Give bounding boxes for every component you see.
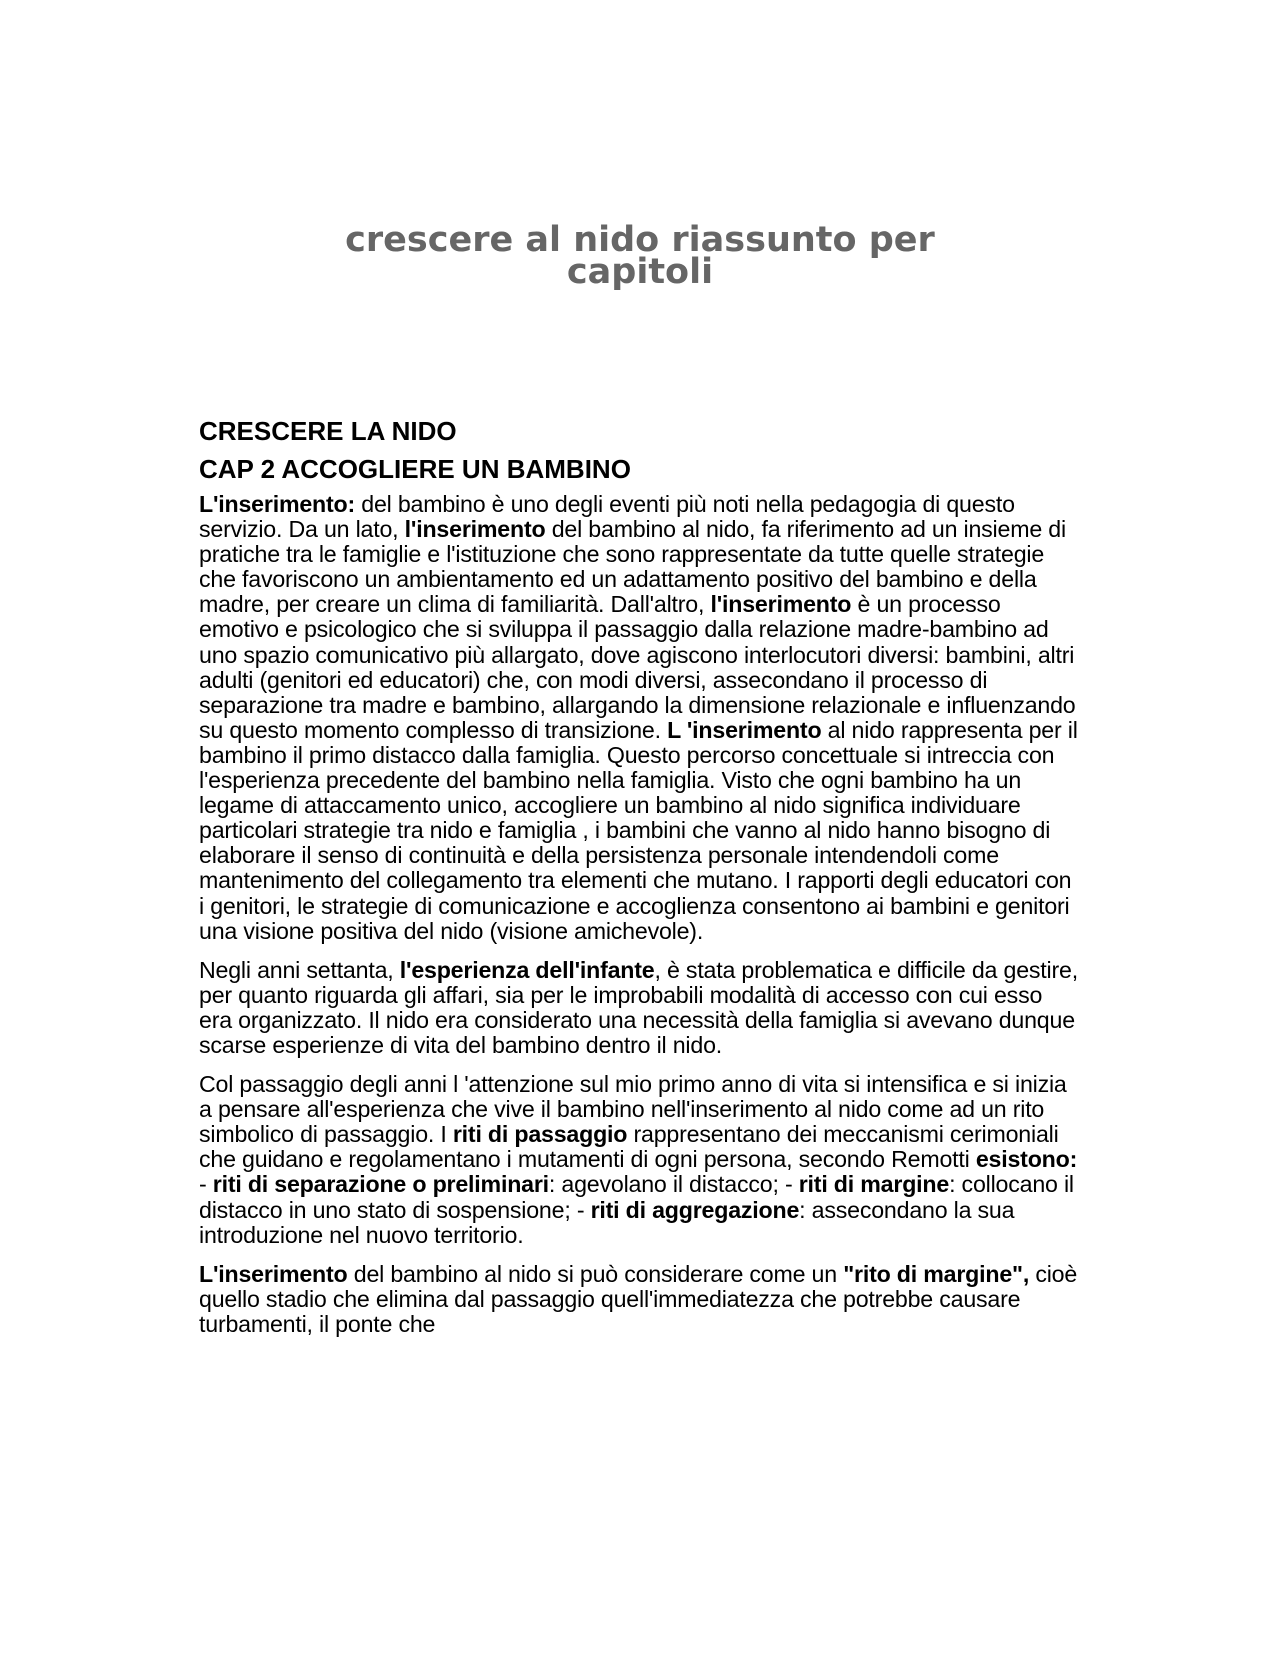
book-heading: CRESCERE LA NIDO [199, 416, 457, 446]
paragraph [199, 958, 1079, 1058]
text-run: Negli anni settanta, [199, 956, 400, 983]
text-run: è un processo emotivo e psicologico che si sviluppa il passaggio dalla relazione madre-bambino ad uno spazio comunicativo più allargato, dove agiscono interlocutori diversi: bambini, altri adulti (genitori ed educatori) che, con modi diversi, assecondano il processo di separazione tra madre e bambino, allargando la dimensione relazionale e influenzando su questo momento complesso di transizione. [199, 591, 1076, 743]
chapter-heading: CAP 2 ACCOGLIERE UN BAMBINO [199, 454, 631, 484]
paragraph [199, 1262, 1079, 1337]
bold-text-run: riti di margine [798, 1171, 950, 1198]
document-body [199, 412, 1079, 1351]
bold-text-run: l'inserimento [710, 591, 852, 618]
text-run: del bambino al nido si può considerare come un [347, 1260, 844, 1287]
text-run: : agevolano il distacco; - [548, 1171, 799, 1198]
bold-text-run: L 'inserimento [667, 716, 822, 743]
bold-text-run: l'esperienza dell'infante [399, 956, 655, 983]
document-title: crescere al nido riassunto per capitoli [345, 220, 935, 292]
paragraph [199, 1072, 1079, 1248]
bold-text-run: L'inserimento [199, 1260, 348, 1287]
text-run: del bambino al nido, fa riferimento ad un insieme di pratiche tra le famiglie e l'istituzione che sono rappresentate da tutte quelle strategie che favoriscono un ambientamento ed un adattamento positivo del bambino e della madre, per creare un clima di familiarità. Dall'altro, [199, 516, 1066, 618]
bold-text-run: riti di aggregazione [590, 1196, 800, 1223]
text-run: rappresentano dei meccanismi cerimoniali che guidano e regolamentano i mutamenti di ogni persona, secondo Remotti [199, 1121, 1059, 1173]
text-run: Col passaggio degli anni l 'attenzione sul mio primo anno di vita si intensifica e si inizia a pensare all'esperienza che vive il bambino nell'inserimento al nido come ad un rito simbolico di passaggio. I [199, 1071, 1067, 1148]
bold-text-run: riti di separazione o preliminari [212, 1171, 549, 1198]
text-run: cioè quello stadio che elimina dal passaggio quell'immediatezza che potrebbe causare turbamenti, il ponte che [199, 1260, 1078, 1337]
bold-text-run: esistono: [975, 1146, 1078, 1173]
paragraph [199, 492, 1079, 944]
text-run: al nido rappresenta per il bambino il primo distacco dalla famiglia. Questo percorso concettuale si intreccia con l'esperienza precedente del bambino nella famiglia. Visto che ogni bambino ha un legame di attaccamento unico, accogliere un bambino al nido significa individuare particolari strategie tra nido e famiglia , i bambini che vanno al nido hanno bisogno di elaborare il senso di continuità e della persistenza personale intendendoli come mantenimento del collegamento tra elementi che mutano. I rapporti degli educatori con i genitori, le strategie di comunicazione e accoglienza consentono ai bambini e genitori una visione positiva del nido (visione amichevole). [199, 716, 1078, 944]
bold-text-run: l'inserimento [404, 516, 546, 543]
text-run: : assecondano la sua introduzione nel nuovo territorio. [199, 1196, 1015, 1248]
paragraph-list [199, 492, 1079, 1337]
bold-text-run: "rito di margine", [843, 1260, 1030, 1287]
bold-text-run: riti di passaggio [452, 1121, 628, 1148]
text-run: - [199, 1171, 213, 1198]
text-run: : collocano il distacco in uno stato di sospensione; - [199, 1171, 1074, 1223]
bold-text-run: L'inserimento: [199, 491, 356, 517]
text-run: del bambino è uno degli eventi più noti nella pedagogia di questo servizio. Da un lato, [199, 491, 1015, 543]
text-run: , è stata problematica e difficile da gestire, per quanto riguarda gli affari, sia per le improbabili modalità di accesso con cui esso era organizzato. Il nido era considerato una necessità della famiglia si avevano dunque scarse esperienze di vita del bambino dentro il nido. [199, 956, 1078, 1058]
